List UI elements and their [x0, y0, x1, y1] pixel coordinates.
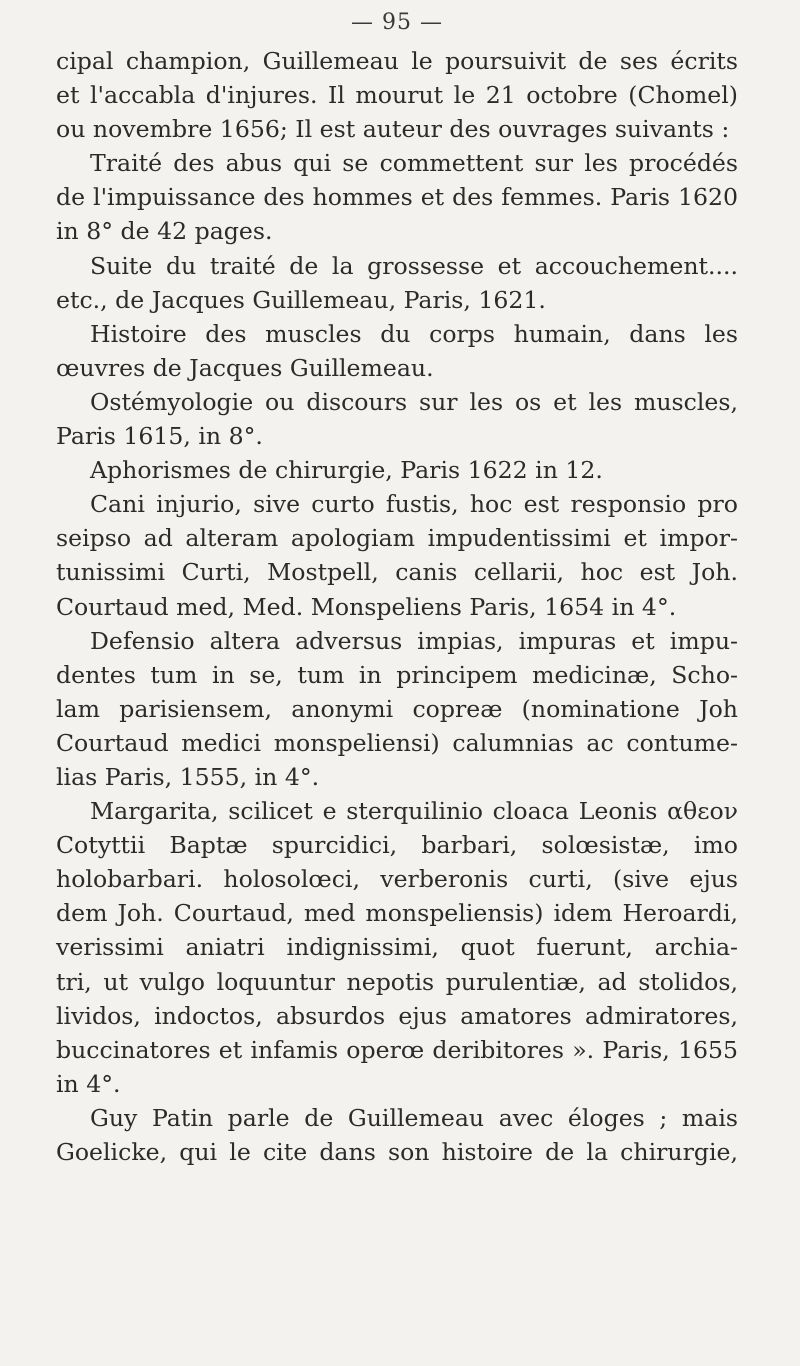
- text-line: Aphorismes de chirurgie, Paris 1622 in 12.: [90, 456, 603, 485]
- page-number: — 95 —: [351, 10, 443, 35]
- text-line: Courtaud medici monspeliensi) calumnias ac contume-: [56, 728, 738, 757]
- text-line: lam parisiensem, anonymi copreæ (nominatione Joh: [56, 694, 738, 723]
- text-line: Defensio altera adversus impias, impuras et impu-: [90, 626, 738, 655]
- text-line: Guy Patin parle de Guillemeau avec éloges ; mais: [90, 1103, 738, 1132]
- text-line: dentes tum in se, tum in principem medicinæ, Scho-: [56, 660, 738, 689]
- text-line: lividos, indoctos, absurdos ejus amatores admiratores,: [56, 1001, 738, 1030]
- text-line: dem Joh. Courtaud, med monspeliensis) idem Heroardi,: [56, 899, 738, 928]
- body-text: [56, 44, 738, 1169]
- text-line: ou novembre 1656; Il est auteur des ouvrages suivants :: [56, 115, 730, 144]
- text-line: in 4°.: [56, 1069, 121, 1098]
- text-line: etc., de Jacques Guillemeau, Paris, 1621.: [56, 285, 546, 314]
- text-line: Traité des abus qui se commettent sur les procédés: [90, 149, 738, 178]
- text-line: Histoire des muscles du corps humain, dans les: [90, 319, 738, 348]
- text-line: Goelicke, qui le cite dans son histoire de la chirurgie,: [56, 1138, 738, 1166]
- text-line: Margarita, scilicet e sterquilinio cloaca Leonis αθεον: [90, 797, 738, 826]
- text-line: de l'impuissance des hommes et des femmes. Paris 1620: [56, 183, 738, 212]
- text-line: holobarbari. holosolœci, verberonis curti, (sive ejus: [56, 865, 738, 894]
- text-line: tunissimi Curti, Mostpell, canis cellarii, hoc est Joh.: [56, 558, 738, 587]
- text-line: cipal champion, Guillemeau le poursuivit de ses écrits: [56, 47, 738, 75]
- text-line: et l'accabla d'injures. Il mourut le 21 octobre (Chomel): [56, 81, 738, 110]
- text-line: lias Paris, 1555, in 4°.: [56, 762, 320, 791]
- text-line: Cani injurio, sive curto fustis, hoc est responsio pro: [90, 490, 738, 519]
- text-line: verissimi aniatri indignissimi, quot fuerunt, archia-: [56, 933, 738, 962]
- text-line: Courtaud med, Med. Monspeliens Paris, 1654 in 4°.: [56, 592, 677, 621]
- text-line: Suite du traité de la grossesse et accouchement....: [90, 251, 738, 280]
- text-line: Ostémyologie ou discours sur les os et les muscles,: [90, 387, 738, 416]
- text-line: œuvres de Jacques Guillemeau.: [56, 353, 434, 382]
- text-line: Cotyttii Baptæ spurcidici, barbari, solœsistæ, imo: [56, 831, 738, 860]
- text-line: Paris 1615, in 8°.: [56, 422, 263, 451]
- text-line: in 8° de 42 pages.: [56, 217, 273, 246]
- text-line: seipso ad alteram apologiam impudentissimi et impor-: [56, 524, 738, 553]
- text-line: tri, ut vulgo loquuntur nepotis purulentiæ, ad stolidos,: [56, 967, 738, 996]
- text-line: buccinatores et infamis operœ deribitores ». Paris, 1655: [56, 1035, 738, 1064]
